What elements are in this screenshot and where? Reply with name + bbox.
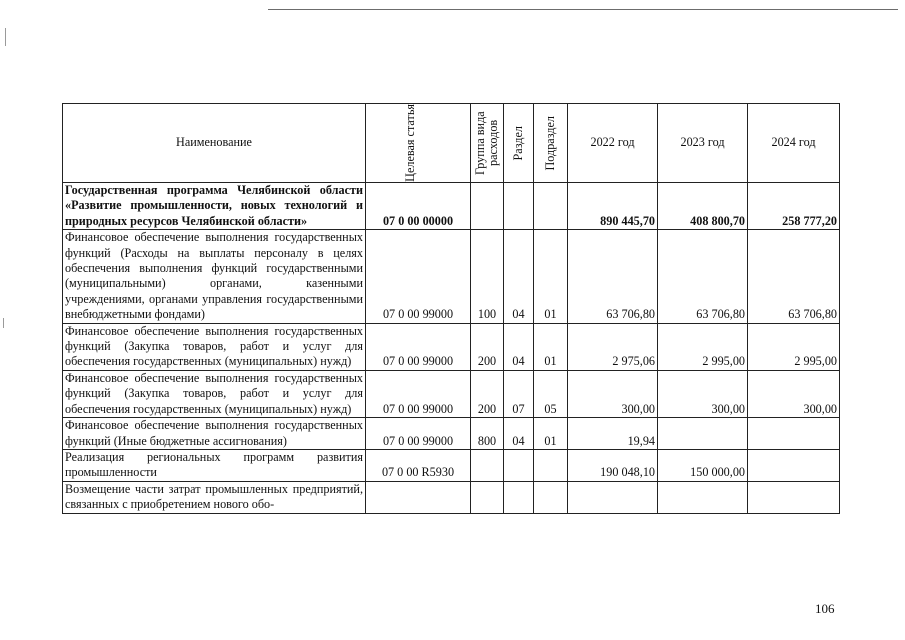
header-year-2024: 2024 год <box>748 104 840 183</box>
row-section <box>504 183 534 230</box>
header-subsection-label: Подраздел <box>543 115 557 171</box>
row-value-2022: 190 048,10 <box>568 449 658 481</box>
row-name: Финансовое обеспечение выполнения государственных функций (Расходы на выплаты персоналу в целях обеспечения выполнения функций государственными (муниципальными) органами, казенными учреждениями, органами управления государственными внебюджетными фондами) <box>63 230 366 323</box>
header-target-article-label: Целевая статья <box>403 104 417 182</box>
row-name: Финансовое обеспечение выполнения государственных функций (Закупка товаров, работ и услуг для обеспечения государственных (муниципальных) нужд) <box>63 370 366 417</box>
header-year-2022: 2022 год <box>568 104 658 183</box>
header-subsection <box>534 104 568 183</box>
row-value-2023 <box>658 418 748 450</box>
row-group: 100 <box>471 230 504 323</box>
row-code: 07 0 00 R5930 <box>366 449 471 481</box>
row-value-2024 <box>748 418 840 450</box>
row-group: 200 <box>471 370 504 417</box>
table-row <box>63 449 840 481</box>
row-value-2024 <box>748 449 840 481</box>
row-section: 04 <box>504 230 534 323</box>
row-value-2022: 19,94 <box>568 418 658 450</box>
row-subsection <box>534 183 568 230</box>
row-value-2023: 408 800,70 <box>658 183 748 230</box>
table-row <box>63 418 840 450</box>
row-name: Финансовое обеспечение выполнения государственных функций (Иные бюджетные ассигнования) <box>63 418 366 450</box>
header-expense-group <box>471 104 504 183</box>
row-value-2023 <box>658 481 748 513</box>
row-section: 07 <box>504 370 534 417</box>
header-target-article <box>366 104 471 183</box>
row-value-2024: 2 995,00 <box>748 323 840 370</box>
top-rule <box>268 9 898 10</box>
row-group <box>471 481 504 513</box>
row-name: Реализация региональных программ развития промышленности <box>63 449 366 481</box>
table-row <box>63 370 840 417</box>
row-name: Возмещение части затрат промышленных предприятий, связанных с приобретением нового обо- <box>63 481 366 513</box>
row-name: Финансовое обеспечение выполнения государственных функций (Закупка товаров, работ и услуг для обеспечения государственных (муниципальных) нужд) <box>63 323 366 370</box>
header-expense-group-label: Группа вида расходов <box>473 111 500 175</box>
row-section: 04 <box>504 418 534 450</box>
row-section: 04 <box>504 323 534 370</box>
header-year-2023: 2023 год <box>658 104 748 183</box>
header-row <box>63 104 840 183</box>
scan-mark <box>3 318 4 328</box>
row-group <box>471 183 504 230</box>
table-row <box>63 230 840 323</box>
table-row <box>63 323 840 370</box>
scan-mark <box>5 28 6 46</box>
row-section <box>504 449 534 481</box>
row-code <box>366 481 471 513</box>
row-code: 07 0 00 99000 <box>366 230 471 323</box>
row-value-2024: 300,00 <box>748 370 840 417</box>
row-code: 07 0 00 00000 <box>366 183 471 230</box>
table-row <box>63 183 840 230</box>
row-subsection: 01 <box>534 323 568 370</box>
table-row <box>63 481 840 513</box>
row-subsection: 01 <box>534 418 568 450</box>
header-section-label: Раздел <box>511 125 525 161</box>
row-value-2023: 300,00 <box>658 370 748 417</box>
row-subsection: 01 <box>534 230 568 323</box>
row-value-2022 <box>568 481 658 513</box>
row-value-2023: 63 706,80 <box>658 230 748 323</box>
row-value-2024: 63 706,80 <box>748 230 840 323</box>
row-value-2022: 890 445,70 <box>568 183 658 230</box>
row-group <box>471 449 504 481</box>
row-subsection <box>534 449 568 481</box>
row-group: 800 <box>471 418 504 450</box>
row-section <box>504 481 534 513</box>
header-name: Наименование <box>63 104 366 183</box>
row-value-2024 <box>748 481 840 513</box>
row-code: 07 0 00 99000 <box>366 418 471 450</box>
row-name: Государственная программа Челябинской области «Развитие промышленности, новых технологий и природных ресурсов Челябинской области» <box>63 183 366 230</box>
row-code: 07 0 00 99000 <box>366 370 471 417</box>
row-group: 200 <box>471 323 504 370</box>
row-value-2023: 2 995,00 <box>658 323 748 370</box>
header-section <box>504 104 534 183</box>
row-value-2024: 258 777,20 <box>748 183 840 230</box>
row-value-2022: 63 706,80 <box>568 230 658 323</box>
row-code: 07 0 00 99000 <box>366 323 471 370</box>
row-value-2022: 300,00 <box>568 370 658 417</box>
budget-table <box>62 103 840 514</box>
page-number: 106 <box>815 601 835 616</box>
row-value-2023: 150 000,00 <box>658 449 748 481</box>
row-subsection: 05 <box>534 370 568 417</box>
row-subsection <box>534 481 568 513</box>
row-value-2022: 2 975,06 <box>568 323 658 370</box>
